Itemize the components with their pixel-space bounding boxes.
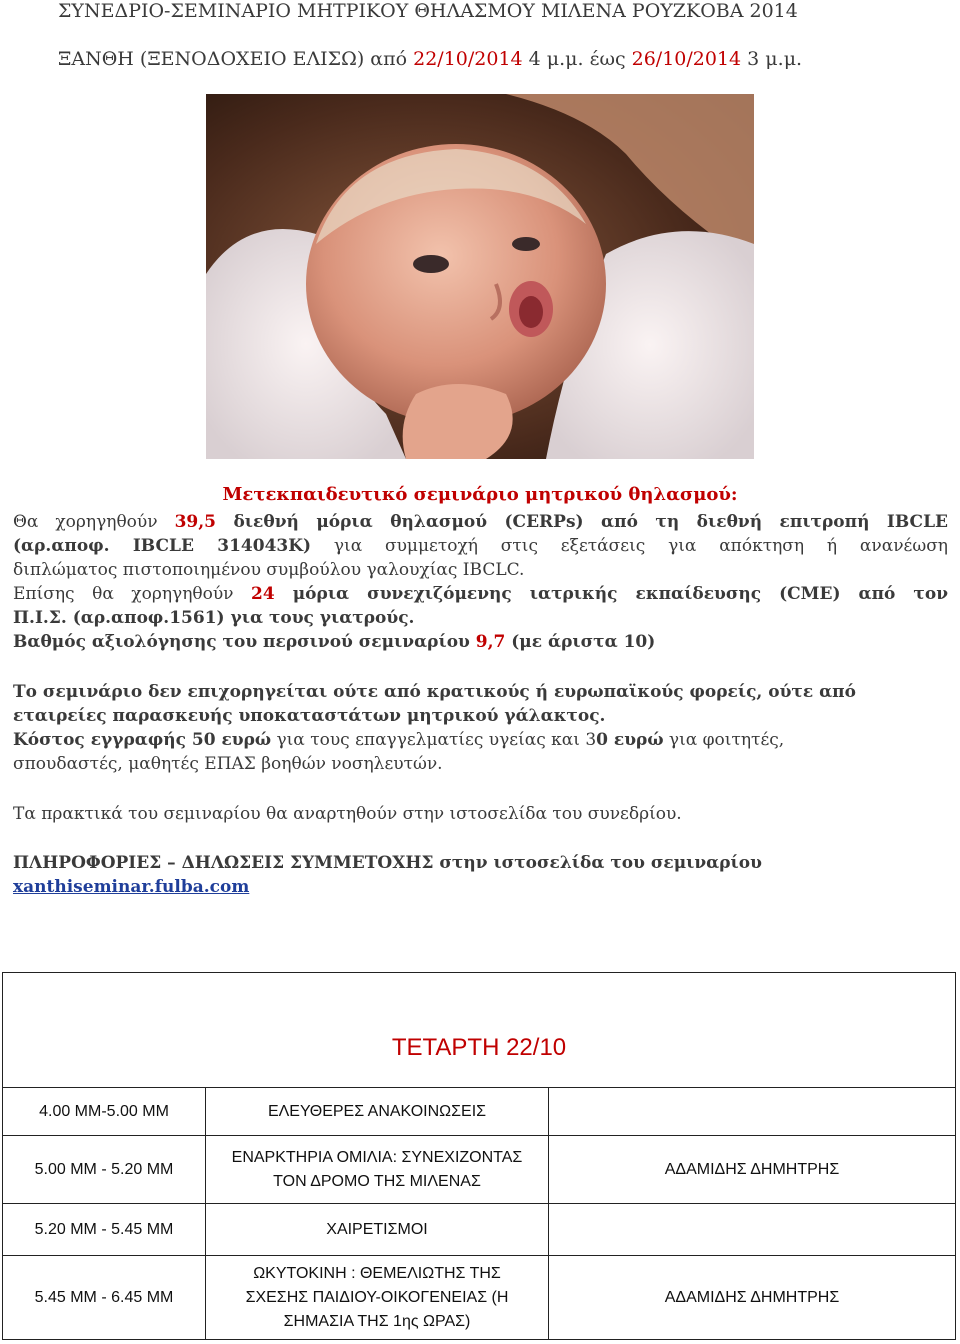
seminar-website-link[interactable]: xanthiseminar.fulba.com: [13, 877, 250, 897]
event-line: ΕΝΑΡΚΤΗΡΙΑ ΟΜΙΛΙΑ: ΣΥΝΕΧΙΖΟΝΤΑΣ: [231, 1148, 523, 1166]
cerps-line: [13, 510, 948, 534]
schedule-table: [2, 972, 956, 1340]
pis-line: Π.Ι.Σ. (αρ.αποφ.1561) για τους γιατρούς.: [13, 608, 415, 628]
speaker-cell: ΑΔΑΜΙΔΗΣ ΔΗΜΗΤΡΗΣ: [549, 1256, 956, 1340]
info-paragraph: [13, 851, 948, 899]
cerps-text-a: Θα χορηγηθούν: [13, 512, 175, 532]
time-cell: 5.45 ΜΜ - 6.45 ΜΜ: [3, 1256, 206, 1340]
speaker-cell: [549, 1088, 956, 1136]
event-line: ΣΗΜΑΣΙΑ ΤΗΣ 1ης ΩΡΑΣ): [283, 1312, 471, 1330]
speaker-cell: [549, 1204, 956, 1256]
time-cell: 5.00 ΜΜ - 5.20 ΜΜ: [3, 1136, 206, 1204]
ibcle-text: για συμμετοχή στις εξετάσεις για απόκτηση ή ανανέωση: [311, 536, 948, 556]
table-row: [3, 1256, 956, 1340]
info-line: ΠΛΗΡΟΦΟΡΙΕΣ – ΔΗΛΩΣΕΙΣ ΣΥΜΜΕΤΟΧΗΣ στην ιστοσελίδα του σεμιναρίου: [13, 853, 762, 873]
cme-count: 24: [251, 584, 275, 604]
cost-line: [13, 728, 948, 752]
event-cell: [206, 1136, 549, 1204]
cost-text: για τους επαγγελματίες υγείας και 3: [271, 730, 597, 750]
seminar-venue-dates: [58, 48, 802, 70]
start-time-text: 4 μ.μ. έως: [522, 48, 632, 70]
event-line: ΤΟΝ ΔΡΟΜΟ ΤΗΣ ΜΙΛΕΝΑΣ: [273, 1172, 481, 1190]
rating-line: [13, 630, 948, 654]
seminar-title: ΣΥΝΕΔΡΙΟ-ΣΕΜΙΝΑΡΙΟ ΜΗΤΡΙΚΟΥ ΘΗΛΑΣΜΟΥ ΜΙΛΕΝΑ ΡΟΥΖΚΟΒΑ 2014: [58, 0, 798, 22]
rating-text-a: Βαθμός αξιολόγησης του περσινού σεμιναρίου: [13, 632, 476, 652]
ibcle-line: [13, 534, 948, 558]
end-time-text: 3 μ.μ.: [741, 48, 803, 70]
cerps-text-b: διεθνή μόρια θηλασμού (CERPs) από τη διεθνή επιτροπή IBCLE: [215, 512, 948, 532]
rating-score: 9,7: [475, 632, 506, 652]
cme-line: [13, 582, 948, 606]
cost-text-end: για φοιτητές,: [663, 730, 785, 750]
cme-text-b: μόρια συνεχιζόμενης ιατρικής εκπαίδευσης (CME) από τον: [274, 584, 948, 604]
funding-line-2: εταιρείες παρασκευής υποκαταστάτων μητρικού γάλακτος.: [13, 706, 606, 726]
table-row: [3, 1136, 956, 1204]
funding-line-1: Το σεμινάριο δεν επιχορηγείται ούτε από κρατικούς ή ευρωπαϊκούς φορείς, ούτε από: [13, 682, 856, 702]
day-cell: [3, 973, 956, 1088]
students-line: σπουδαστές, μαθητές ΕΠΑΣ βοηθών νοσηλευτών.: [13, 754, 443, 774]
event-cell: ΕΛΕΥΘΕΡΕΣ ΑΝΑΚΟΙΝΩΣΕΙΣ: [206, 1088, 549, 1136]
cost-professionals: Κόστος εγγραφής 50 ευρώ: [13, 730, 272, 750]
seminar-subtitle: Μετεκπαιδευτικό σεμινάριο μητρικού θηλασμού:: [222, 484, 738, 505]
proceedings-note: [13, 802, 948, 826]
rating-text-b: (με άριστα 10): [505, 632, 656, 652]
speaker-cell: ΑΔΑΜΙΔΗΣ ΔΗΜΗΤΡΗΣ: [549, 1136, 956, 1204]
table-row: [3, 1088, 956, 1136]
cost-students: 0 ευρώ: [596, 730, 664, 750]
time-cell: 4.00 ΜΜ-5.00 ΜΜ: [3, 1088, 206, 1136]
ibcle-decision: (αρ.αποφ. IBCLE 314043K): [13, 536, 312, 556]
proceedings-line: Τα πρακτικά του σεμιναρίου θα αναρτηθούν στην ιστοσελίδα του συνεδρίου.: [13, 804, 682, 824]
day-label: ΤΕΤΑΡΤΗ 22/10: [391, 1034, 567, 1061]
event-line: ΣΧΕΣΗΣ ΠΑΙΔΙΟΥ-ΟΙΚΟΓΕΝΕΙΑΣ (Η: [245, 1288, 509, 1306]
day-row: [3, 973, 956, 1088]
end-date: 26/10/2014: [631, 48, 742, 70]
intro-paragraph: [13, 510, 948, 654]
cme-text-a: Επίσης θα χορηγηθούν: [13, 584, 252, 604]
event-line: ΩΚΥΤΟΚΙΝΗ : ΘΕΜΕΛΙΩΤΗΣ ΤΗΣ: [253, 1264, 501, 1282]
ibclc-line: διπλώματος πιστοποιημένου συμβούλου γαλουχίας IBCLC.: [13, 560, 525, 580]
newborn-baby-photo: [206, 94, 754, 459]
event-cell: ΧΑΙΡΕΤΙΣΜΟΙ: [206, 1204, 549, 1256]
start-date: 22/10/2014: [413, 48, 523, 70]
time-cell: 5.20 ΜΜ - 5.45 ΜΜ: [3, 1204, 206, 1256]
venue-text: ΞΑΝΘΗ (ΞΕΝΟΔΟΧΕΙΟ ΕΛΙΣΩ) από: [58, 48, 414, 70]
event-cell: [206, 1256, 549, 1340]
cerps-count: 39,5: [174, 512, 216, 532]
funding-paragraph: [13, 680, 948, 776]
table-row: [3, 1204, 956, 1256]
